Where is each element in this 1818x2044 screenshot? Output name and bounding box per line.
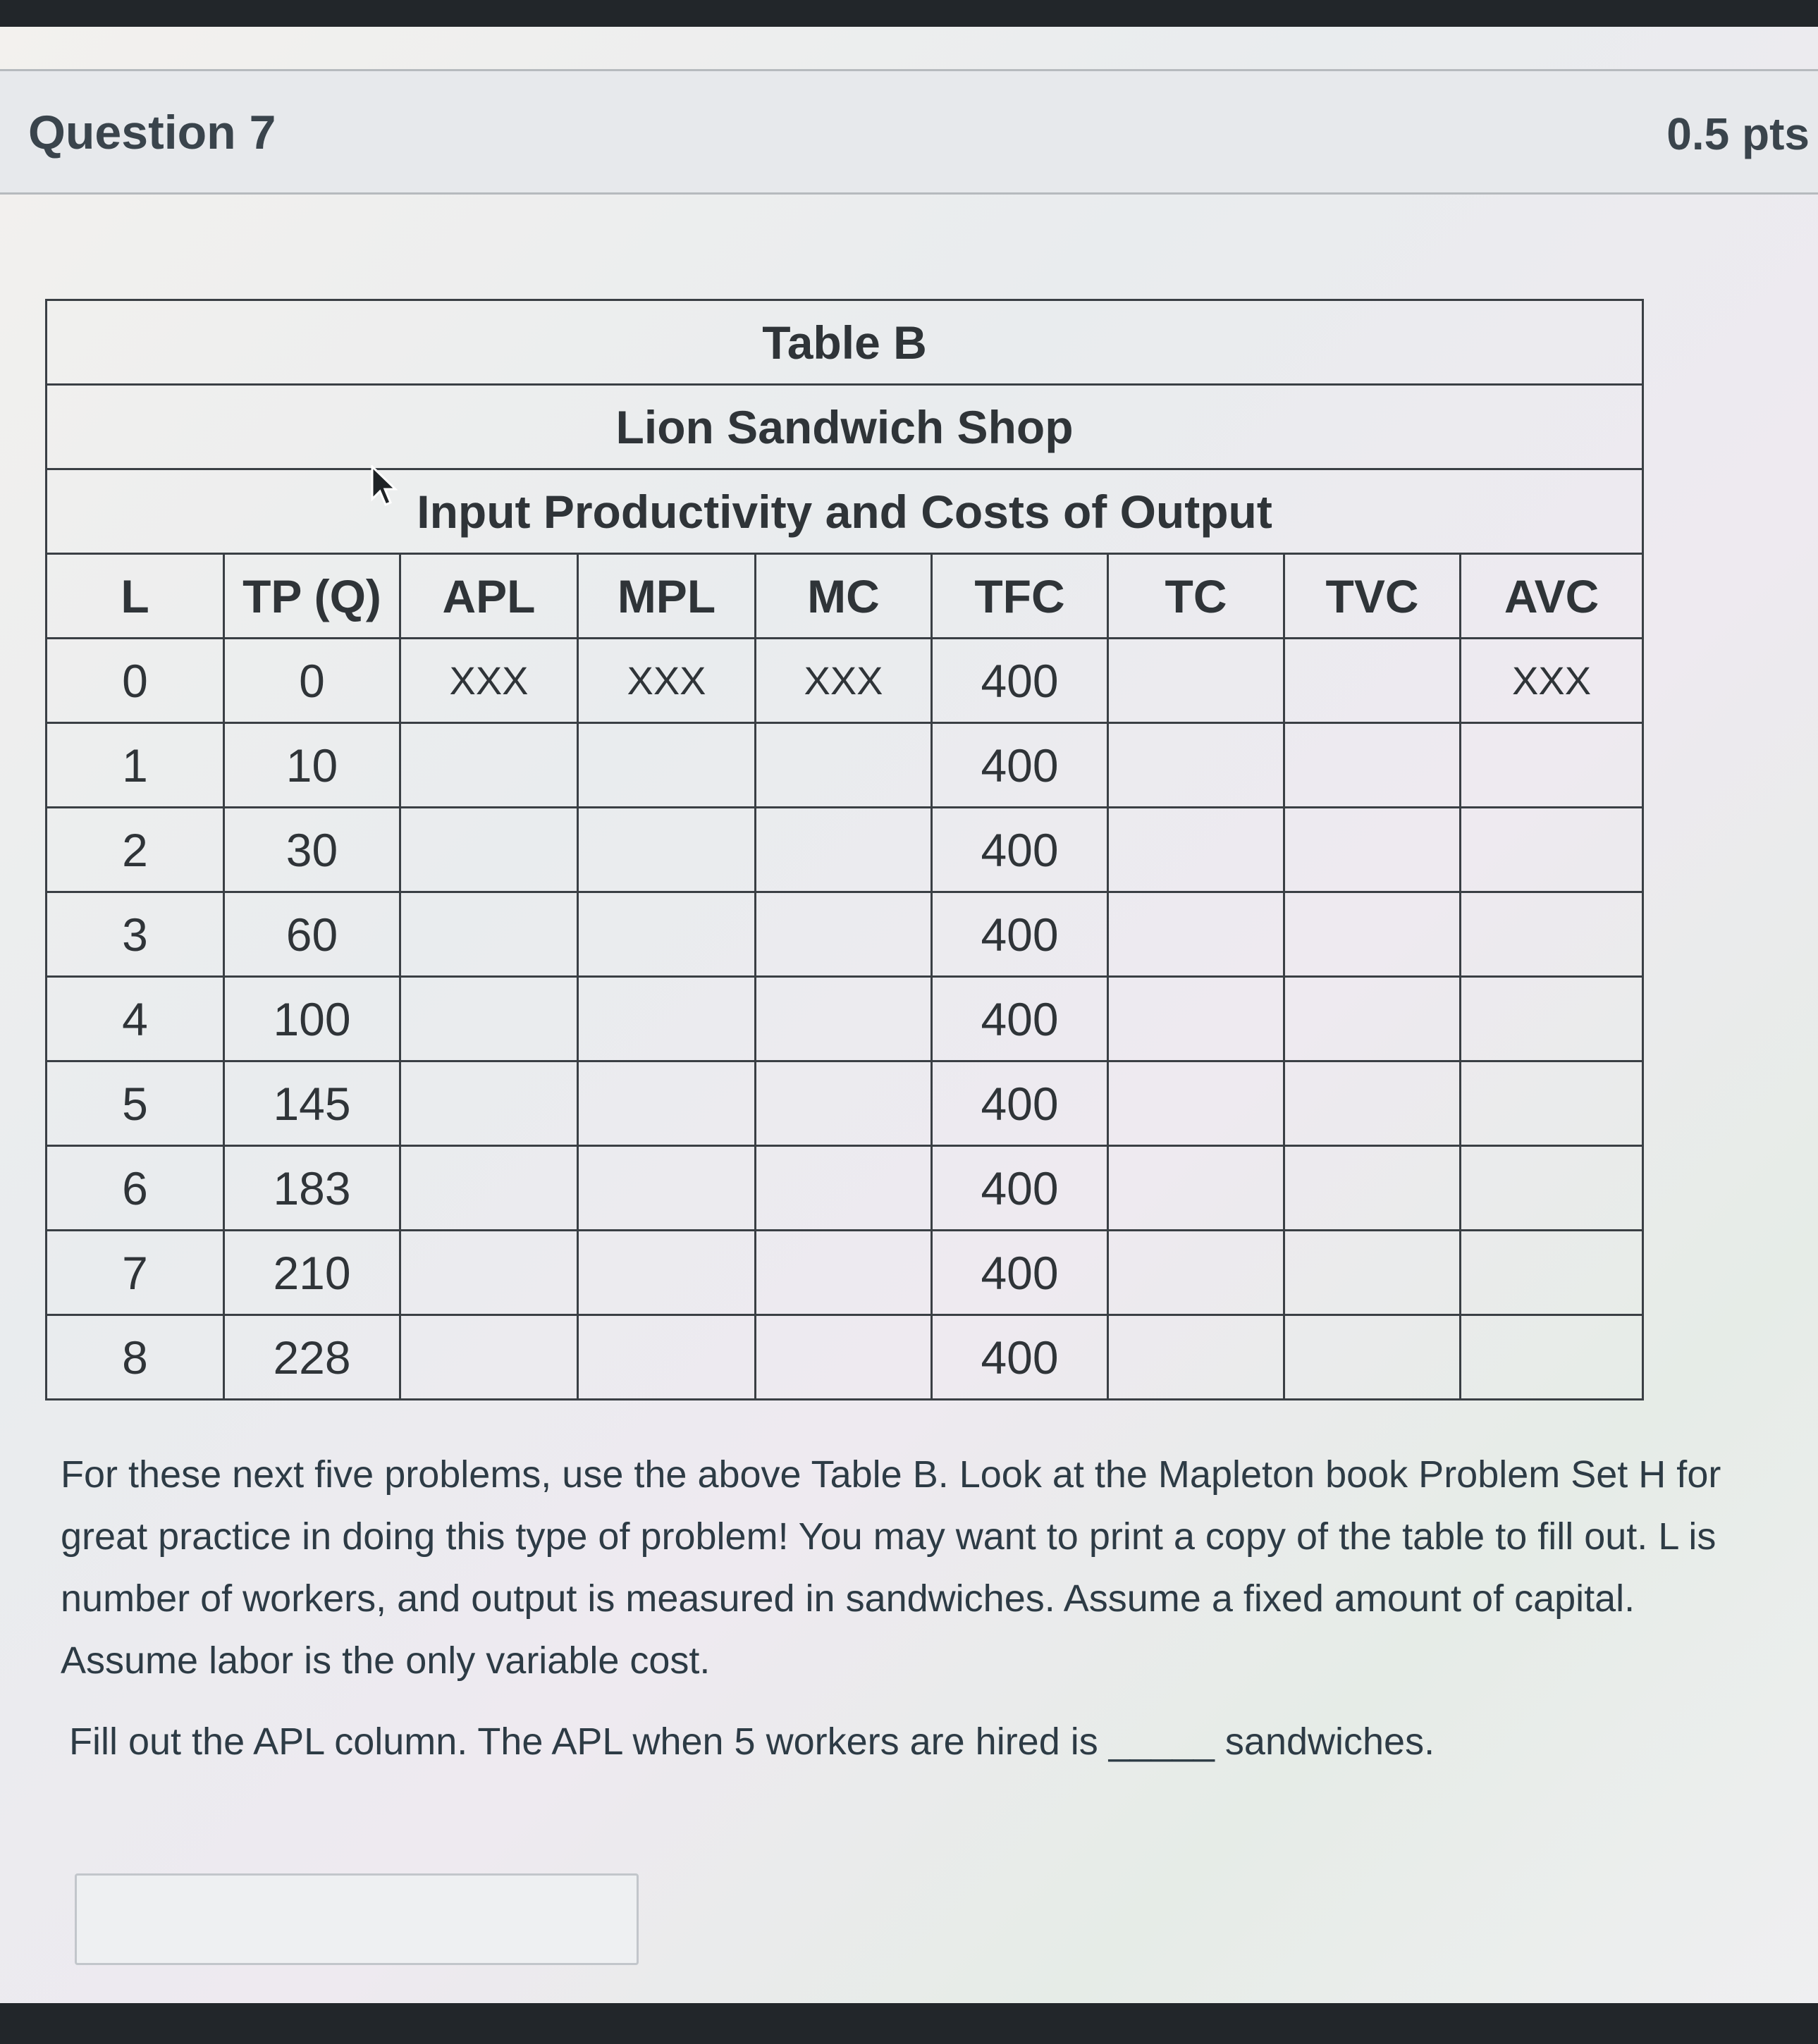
table-cell: XXX (400, 639, 578, 723)
table-cell: 400 (932, 977, 1108, 1061)
table-cell: 400 (932, 1061, 1108, 1146)
table-cell: XXX (756, 639, 932, 723)
table-cell (578, 808, 756, 892)
screen (0, 27, 1818, 2003)
table-cell (1284, 639, 1461, 723)
table-cell (400, 723, 578, 808)
table-cell: 30 (224, 808, 400, 892)
column-header: TVC (1284, 554, 1461, 639)
table-row (47, 723, 1643, 808)
table-cell (1461, 1146, 1643, 1231)
table-cell: 7 (47, 1231, 224, 1315)
table-cell (1108, 1231, 1284, 1315)
table-cell: XXX (1461, 639, 1643, 723)
column-header: APL (400, 554, 578, 639)
table-row (47, 977, 1643, 1061)
table-cell (400, 808, 578, 892)
table-row (47, 1231, 1643, 1315)
table-cell: 400 (932, 808, 1108, 892)
table-cell (1108, 639, 1284, 723)
table-cell: 228 (224, 1315, 400, 1400)
table-cell: 210 (224, 1231, 400, 1315)
table-cell (1284, 977, 1461, 1061)
question-title: Question 7 (28, 106, 276, 159)
column-header: MPL (578, 554, 756, 639)
column-header: TP (Q) (224, 554, 400, 639)
table-cell (1284, 1231, 1461, 1315)
table-cell (1284, 1315, 1461, 1400)
table-cell: 6 (47, 1146, 224, 1231)
table-cell: 400 (932, 1315, 1108, 1400)
table-cell (400, 892, 578, 977)
table-cell (578, 977, 756, 1061)
table-row (47, 1315, 1643, 1400)
table-cell: 10 (224, 723, 400, 808)
table-cell (578, 723, 756, 808)
table-cell (1284, 808, 1461, 892)
table-cell (400, 1061, 578, 1146)
table-cell: 3 (47, 892, 224, 977)
column-header: MC (756, 554, 932, 639)
table-cell (578, 892, 756, 977)
table-cell: 400 (932, 1231, 1108, 1315)
table-b (45, 299, 1644, 1400)
column-header: TC (1108, 554, 1284, 639)
table-cell (400, 1315, 578, 1400)
table-cell (1461, 723, 1643, 808)
table-cell: 2 (47, 808, 224, 892)
table-cell (1284, 1146, 1461, 1231)
table-cell (1108, 892, 1284, 977)
instructions-text: For these next five problems, use the above Table B. Look at the Mapleton book Problem Set H for great practice in doing this type of problem! You may want to print a copy of the table to fill out. L is number of workers, and output is measured in sandwiches. Assume a fixed amount of capital. Assume labor is the only variable cost. (61, 1453, 1721, 1682)
table-cell (756, 1061, 932, 1146)
table-cell (578, 1315, 756, 1400)
column-header: AVC (1461, 554, 1643, 639)
table-cell: 183 (224, 1146, 400, 1231)
table-cell: 100 (224, 977, 400, 1061)
table-subtitle-2: Input Productivity and Costs of Output (47, 469, 1643, 554)
table-row (47, 1061, 1643, 1146)
table-cell: 400 (932, 639, 1108, 723)
table-cell: 8 (47, 1315, 224, 1400)
table-cell (756, 1315, 932, 1400)
question-prompt: Fill out the APL column. The APL when 5 workers are hired is _____ sandwiches. (69, 1720, 1435, 1763)
table-cell: 60 (224, 892, 400, 977)
table-row (47, 892, 1643, 977)
table-cell (1461, 1231, 1643, 1315)
table-cell (400, 977, 578, 1061)
table-cell (400, 1231, 578, 1315)
question-points: 0.5 pts (1666, 109, 1810, 159)
table-cell: 400 (932, 1146, 1108, 1231)
table-cell (1284, 892, 1461, 977)
answer-input[interactable] (75, 1873, 639, 1965)
table-row (47, 639, 1643, 723)
table-cell (1461, 892, 1643, 977)
table-cell: 400 (932, 723, 1108, 808)
table-cell (578, 1231, 756, 1315)
table-title: Table B (47, 300, 1643, 385)
table-cell (1461, 977, 1643, 1061)
table-cell (1108, 1061, 1284, 1146)
table-cell (400, 1146, 578, 1231)
table-cell (578, 1146, 756, 1231)
table-cell (1461, 1315, 1643, 1400)
table-cell: 4 (47, 977, 224, 1061)
table-cell: XXX (578, 639, 756, 723)
table-cell: 400 (932, 892, 1108, 977)
table-cell: 0 (224, 639, 400, 723)
table-row (47, 1146, 1643, 1231)
table-subtitle: Lion Sandwich Shop (47, 385, 1643, 469)
table-row (47, 808, 1643, 892)
table-cell (756, 892, 932, 977)
table-cell (756, 723, 932, 808)
mouse-cursor-icon (369, 465, 398, 507)
table-cell (1108, 808, 1284, 892)
table-cell (1284, 1061, 1461, 1146)
table-cell: 0 (47, 639, 224, 723)
table-cell: 5 (47, 1061, 224, 1146)
table-cell (1461, 1061, 1643, 1146)
table-cell (578, 1061, 756, 1146)
column-header: TFC (932, 554, 1108, 639)
table-cell: 1 (47, 723, 224, 808)
table-cell (1461, 808, 1643, 892)
column-header: L (47, 554, 224, 639)
table-cell (756, 808, 932, 892)
question-header (0, 69, 1818, 195)
table-cell (756, 1231, 932, 1315)
table-cell (756, 977, 932, 1061)
table-cell (756, 1146, 932, 1231)
table-cell (1108, 977, 1284, 1061)
table-cell (1108, 1146, 1284, 1231)
table-cell (1108, 1315, 1284, 1400)
table-cell (1284, 723, 1461, 808)
table-cell (1108, 723, 1284, 808)
table-header-row (47, 554, 1643, 639)
table-cell: 145 (224, 1061, 400, 1146)
